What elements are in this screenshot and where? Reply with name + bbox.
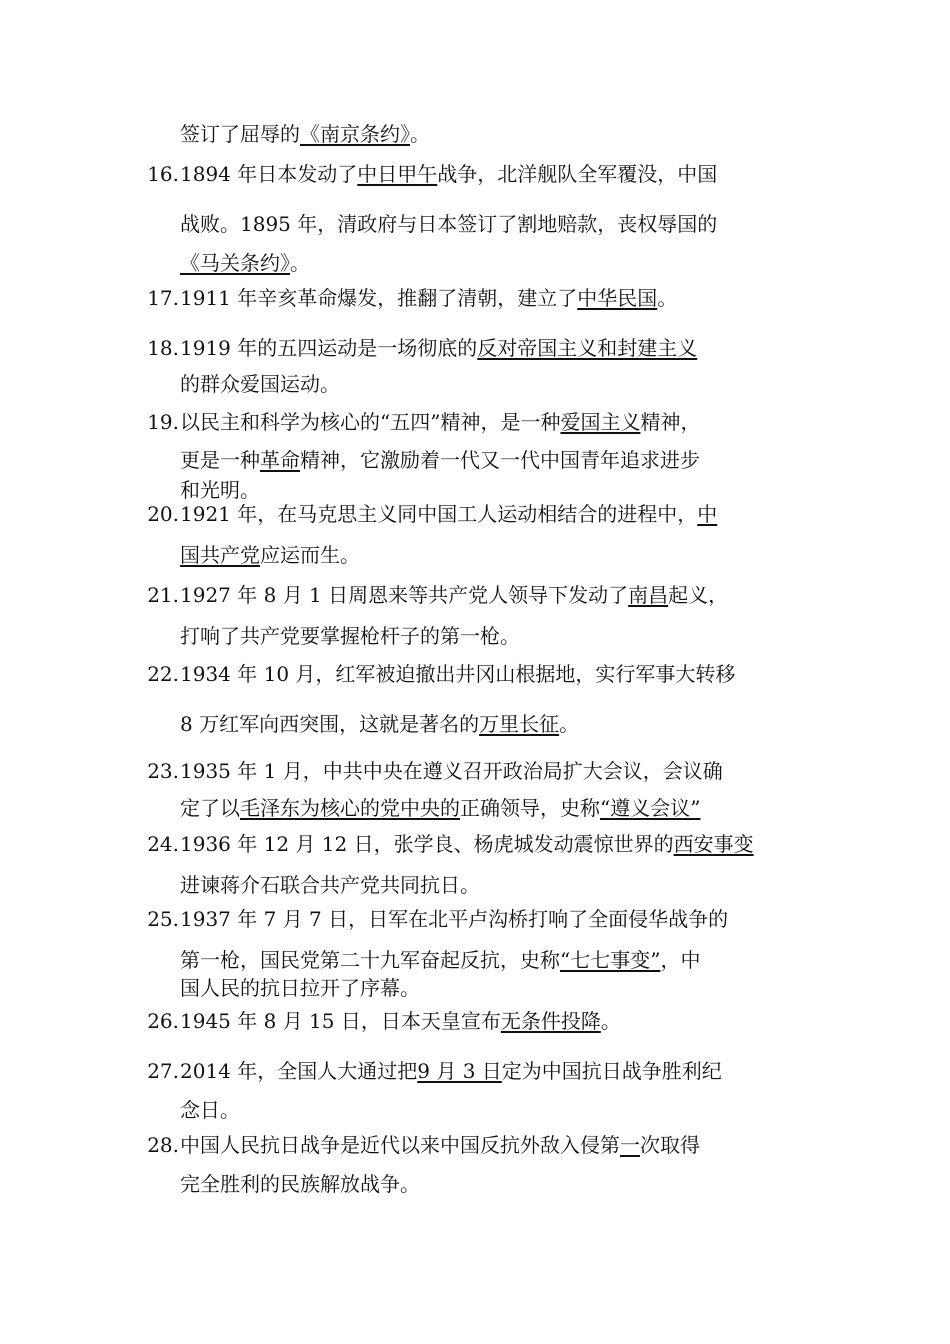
text-segment: 8 万红军向西突围，这就是著名的	[180, 712, 480, 736]
text-line	[180, 899, 820, 939]
list-item	[0, 824, 950, 897]
text-segment: 1936 年 12 月 12 日，张学良、杨虎城发动震惊世界的	[180, 832, 674, 856]
text-segment: ，中	[660, 948, 701, 972]
item-number: 18.	[147, 336, 179, 360]
text-segment: 第一枪，国民党第二十九军奋起反抗，史称	[180, 948, 560, 972]
text-line	[180, 1090, 820, 1130]
answer-underlined: 国共产党	[180, 543, 260, 567]
text-line	[180, 364, 820, 404]
list-item	[0, 328, 950, 396]
text-segment: 和光明。	[180, 478, 260, 502]
answer-underlined: 西安事变	[673, 832, 754, 856]
text-segment: 1945 年 8 月 15 日，日本天皇宣布	[180, 1009, 501, 1033]
answer-underlined: 《马关条约》	[180, 251, 290, 275]
text-segment: 更是一种	[180, 448, 260, 472]
answer-underlined: 中华民国	[577, 286, 658, 310]
answer-underlined: 革命	[260, 448, 300, 472]
text-segment: 次取得	[640, 1133, 700, 1157]
text-line	[180, 1051, 820, 1091]
text-segment: 完全胜利的民族解放战争。	[180, 1172, 420, 1196]
item-number: 20.	[147, 502, 179, 526]
text-segment: 定了以	[180, 796, 240, 820]
text-segment: 。	[410, 122, 430, 146]
text-segment: 正确领导，史称	[460, 796, 600, 820]
answer-underlined: 万里长征	[479, 712, 560, 736]
text-segment: 1911 年辛亥革命爆发，推翻了清朝，建立了	[180, 286, 578, 310]
text-line	[180, 114, 820, 154]
answer-underlined: 9 月 3 日	[417, 1059, 502, 1083]
text-segment: 2014 年，全国人大通过把	[180, 1059, 418, 1083]
answer-underlined: 反对帝国主义和封建主义	[477, 336, 698, 360]
text-segment: 1937 年 7 月 7 日，日军在北平卢沟桥打响了全面侵华战争的	[180, 907, 729, 931]
answer-underlined: 毛泽东为核心的党中央的	[240, 796, 460, 820]
text-segment: 打响了共产党要掌握枪杆子的第一枪。	[180, 624, 520, 648]
item-number: 19.	[147, 410, 179, 434]
text-line	[180, 402, 820, 442]
text-segment: 战争，北洋舰队全军覆没，中国	[437, 162, 718, 186]
text-segment: 签订了屈辱的	[180, 122, 300, 146]
text-segment: 。	[559, 712, 580, 736]
list-item	[0, 1125, 950, 1196]
text-line	[180, 204, 820, 244]
text-line	[180, 494, 820, 534]
text-segment: 定为中国抗日战争胜利纪	[501, 1059, 722, 1083]
item-number: 22.	[147, 662, 179, 686]
item-number: 16.	[147, 162, 179, 186]
answer-underlined: “七七事变”	[560, 948, 661, 972]
text-segment: 战败。1895 年，清政府与日本签订了割地赔款，丧权辱国的	[180, 212, 718, 236]
text-line	[180, 751, 820, 791]
item-number: 24.	[147, 832, 179, 856]
text-line	[180, 616, 820, 656]
item-number: 27.	[147, 1059, 179, 1083]
text-segment: 起义，	[668, 583, 729, 607]
text-segment: 。	[290, 251, 310, 275]
list-item	[0, 278, 950, 318]
text-segment: 1894 年日本发动了	[180, 162, 358, 186]
text-segment: 1919 年的五四运动是一场彻底的	[180, 336, 478, 360]
item-number: 26.	[147, 1009, 179, 1033]
list-item	[0, 575, 950, 648]
text-segment: 应运而生。	[260, 543, 360, 567]
text-line	[180, 1125, 820, 1165]
answer-underlined: “遵义会议”	[600, 796, 701, 820]
answer-underlined: 爱国主义	[560, 410, 641, 434]
list-item	[0, 1001, 950, 1041]
text-segment: 1935 年 1 月，中共中央在遵义召开政治局扩大会议，会议确	[180, 759, 723, 783]
text-segment: 国人民的抗日拉开了序幕。	[180, 976, 420, 1000]
answer-underlined: 《南京条约》	[300, 122, 410, 146]
list-item	[0, 114, 950, 154]
list-item	[0, 154, 950, 275]
text-line	[180, 243, 820, 283]
list-item	[0, 494, 950, 567]
text-segment: 精神，它激励着一代又一代中国青年追求进步	[300, 448, 700, 472]
text-segment: 以民主和科学为核心的“五四”精神，是一种	[180, 410, 561, 434]
item-number: 21.	[147, 583, 179, 607]
text-segment: 进谏蒋介石联合共产党共同抗日。	[180, 873, 480, 897]
text-line	[180, 1001, 820, 1041]
text-line	[180, 824, 820, 864]
text-segment: 1921 年，在马克思主义同中国工人运动相结合的进程中，	[180, 502, 698, 526]
answer-underlined: 一	[620, 1133, 640, 1157]
text-line	[180, 154, 820, 194]
text-segment: 1927 年 8 月 1 日周恩来等共产党人领导下发动了	[180, 583, 629, 607]
text-segment: 。	[657, 286, 678, 310]
text-line	[180, 278, 820, 318]
item-number: 25.	[147, 907, 179, 931]
text-segment: 1934 年 10 月，红军被迫撤出井冈山根据地，实行军事大转移	[180, 662, 736, 686]
text-segment: 中国人民抗日战争是近代以来中国反抗外敌入侵第	[180, 1133, 620, 1157]
text-segment: 的群众爱国运动。	[180, 372, 340, 396]
text-segment: 精神，	[640, 410, 701, 434]
item-number: 17.	[147, 286, 179, 310]
text-line	[180, 788, 820, 828]
list-item	[0, 751, 950, 820]
text-line	[180, 1164, 820, 1204]
list-item	[0, 654, 950, 736]
text-segment: 。	[600, 1009, 621, 1033]
item-number: 23.	[147, 759, 179, 783]
answer-underlined: 中	[697, 502, 718, 526]
text-line	[180, 575, 820, 615]
item-number: 28.	[147, 1133, 179, 1157]
list-item	[0, 1051, 950, 1122]
list-item	[0, 899, 950, 1000]
text-line	[180, 535, 820, 575]
text-line	[180, 704, 820, 744]
list-item	[0, 402, 950, 502]
answer-underlined: 南昌	[628, 583, 669, 607]
text-line	[180, 654, 820, 694]
text-line	[180, 328, 820, 368]
text-segment: 念日。	[180, 1098, 240, 1122]
answer-underlined: 中日甲午	[357, 162, 438, 186]
answer-underlined: 无条件投降	[500, 1009, 601, 1033]
